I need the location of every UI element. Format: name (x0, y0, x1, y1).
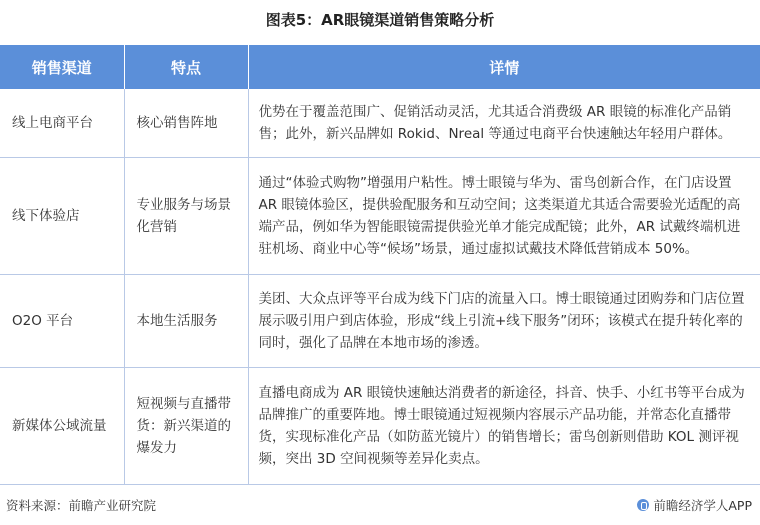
brand-credit (637, 496, 752, 514)
table-header-row (0, 45, 760, 89)
cell-channel: 线上电商平台 (0, 89, 124, 158)
header-channel: 销售渠道 (0, 45, 124, 89)
channel-strategy-table (0, 45, 760, 485)
cell-feature: 专业服务与场景化营销 (124, 158, 248, 275)
source-note: 资料来源：前瞻产业研究院 (6, 498, 157, 513)
header-feature: 特点 (124, 45, 248, 89)
cell-detail: 通过“体验式购物”增强用户粘性。博士眼镜与华为、雷鸟创新合作，在门店设置 AR 眼镜体验区，提供验配服务和互动空间；这类渠道尤其适合需要验光适配的高端产品，例如华为智能眼镜需提供验光单才能完成配镜；此外，AR 试戴终端机进驻机场、商业中心等“候场”场景，通过虚拟试戴技术降低营销成本 50%。 (248, 158, 760, 275)
table-row (0, 275, 760, 368)
table-row (0, 89, 760, 158)
cell-feature: 短视频与直播带货：新兴渠道的爆发力 (124, 368, 248, 485)
cell-feature: 核心销售阵地 (124, 89, 248, 158)
brand-logo-icon (637, 499, 649, 511)
header-detail: 详情 (248, 45, 760, 89)
cell-detail: 优势在于覆盖范围广、促销活动灵活，尤其适合消费级 AR 眼镜的标准化产品销售；此外，新兴品牌如 Rokid、Nreal 等通过电商平台快速触达年轻用户群体。 (248, 89, 760, 158)
cell-channel: 新媒体公域流量 (0, 368, 124, 485)
table-row (0, 368, 760, 485)
cell-channel: 线下体验店 (0, 158, 124, 275)
cell-detail: 美团、大众点评等平台成为线下门店的流量入口。博士眼镜通过团购券和门店位置展示吸引用户到店体验，形成“线上引流+线下服务”闭环；该模式在提升转化率的同时，强化了品牌在本地市场的渗透。 (248, 275, 760, 368)
brand-label: 前瞻经济学人APP (653, 498, 752, 513)
table-row (0, 158, 760, 275)
chart-title: 图表5：AR眼镜渠道销售策略分析 (265, 11, 495, 29)
cell-feature: 本地生活服务 (124, 275, 248, 368)
cell-channel: O2O 平台 (0, 275, 124, 368)
cell-detail: 直播电商成为 AR 眼镜快速触达消费者的新途径，抖音、快手、小红书等平台成为品牌推广的重要阵地。博士眼镜通过短视频内容展示产品功能，并常态化直播带货，实现标准化产品（如防蓝光镜片）的销售增长；雷鸟创新则借助 KOL 测评视频，突出 3D 空间视频等差异化卖点。 (248, 368, 760, 485)
footer (0, 494, 760, 516)
